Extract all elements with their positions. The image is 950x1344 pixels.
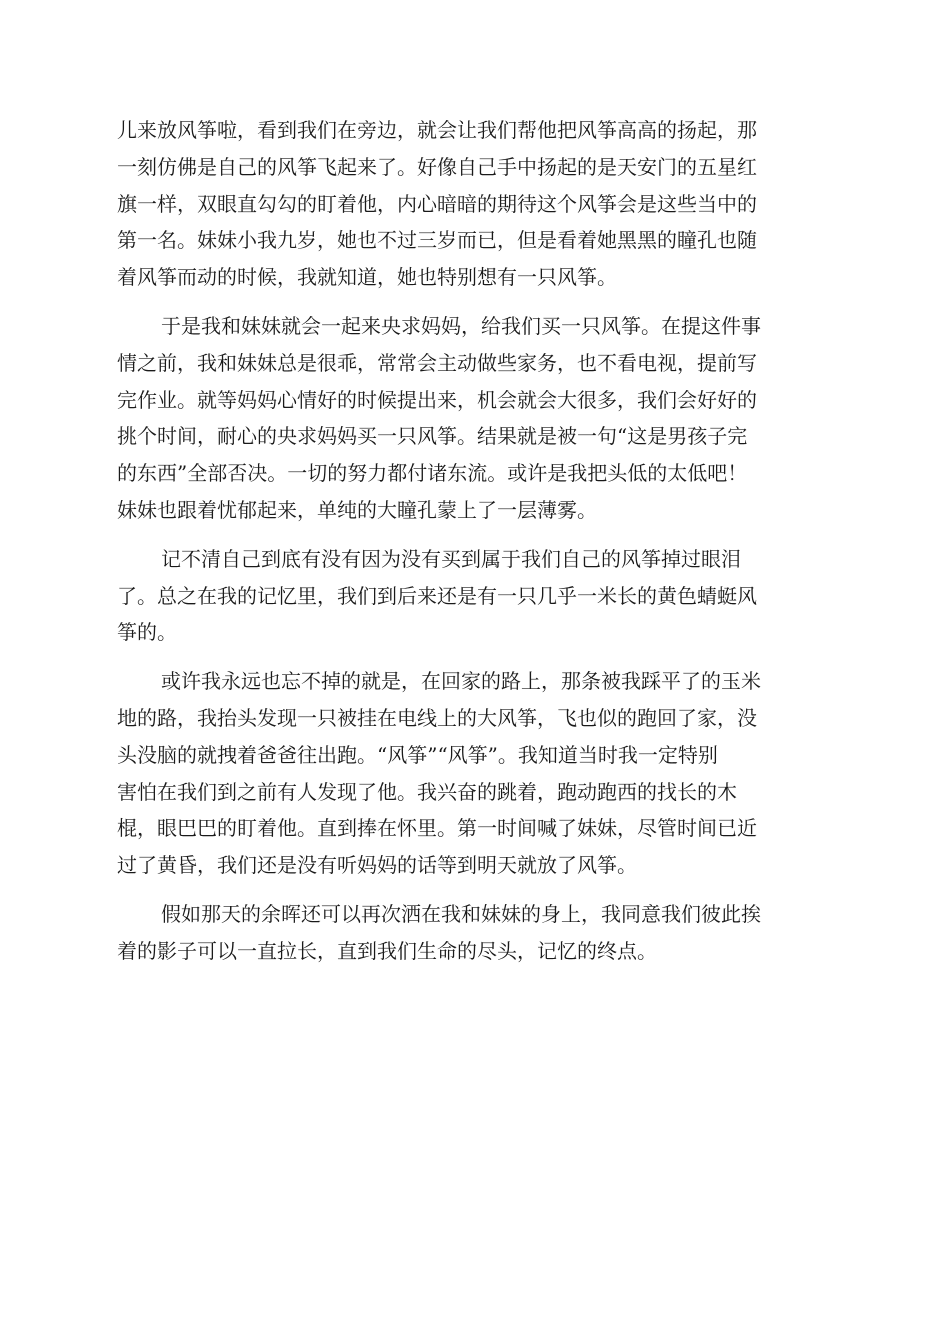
paragraph-line: 假如那天的余晖还可以再次洒在我和妹妹的身上，我同意我们彼此挨 (161, 901, 761, 926)
paragraph-line: 过了黄昏，我们还是没有听妈妈的话等到明天就放了风筝。 (117, 853, 637, 878)
paragraph-line: 着风筝而动的时候，我就知道，她也特别想有一只风筝。 (117, 265, 617, 290)
paragraph-line: 头没脑的就拽着爸爸往出跑。“风筝”“风筝”。我知道当时我一定特别 (117, 742, 718, 767)
paragraph-line: 着的影子可以一直拉长，直到我们生命的尽头，记忆的终点。 (117, 938, 657, 963)
paragraph-line: 完作业。就等妈妈心情好的时候提出来，机会就会大很多，我们会好好的 (117, 387, 757, 412)
paragraph-line: 旗一样，双眼直勾勾的盯着他，内心暗暗的期待这个风筝会是这些当中的 (117, 191, 757, 216)
paragraph-line: 地的路，我抬头发现一只被挂在电线上的大风筝，飞也似的跑回了家，没 (117, 705, 757, 730)
paragraph-line: 一刻仿佛是自己的风筝飞起来了。好像自己手中扬起的是天安门的五星红 (117, 154, 757, 179)
paragraph-line: 的东西”全部否决。一切的努力都付诸东流。或许是我把头低的太低吧！ (117, 461, 748, 486)
paragraph-line: 妹妹也跟着忧郁起来，单纯的大瞳孔蒙上了一层薄雾。 (117, 497, 597, 522)
paragraph-line: 或许我永远也忘不掉的就是，在回家的路上，那条被我踩平了的玉米 (161, 669, 761, 694)
paragraph-line: 挑个时间，耐心的央求妈妈买一只风筝。结果就是被一句“这是男孩子完 (117, 424, 748, 449)
document-body (117, 112, 833, 970)
paragraph-line: 筝的。 (117, 620, 177, 645)
paragraph-line: 第一名。妹妹小我九岁，她也不过三岁而已，但是看着她黑黑的瞳孔也随 (117, 228, 757, 253)
paragraph-3 (117, 541, 833, 651)
paragraph-line: 儿来放风筝啦，看到我们在旁边，就会让我们帮他把风筝高高的扬起，那 (117, 118, 757, 142)
paragraph-line: 于是我和妹妹就会一起来央求妈妈，给我们买一只风筝。在提这件事 (161, 313, 761, 338)
paragraph-line: 棍，眼巴巴的盯着他。直到捧在怀里。第一时间喊了妹妹，尽管时间已近 (117, 816, 757, 841)
paragraph-4 (117, 663, 833, 884)
paragraph-2 (117, 308, 833, 529)
paragraph-line: 害怕在我们到之前有人发现了他。我兴奋的跳着，跑动跑西的找长的木 (117, 779, 737, 804)
paragraph-5 (117, 896, 833, 970)
paragraph-line: 记不清自己到底有没有因为没有买到属于我们自己的风筝掉过眼泪 (161, 546, 741, 571)
paragraph-line: 情之前，我和妹妹总是很乖，常常会主动做些家务，也不看电视，提前写 (117, 350, 757, 375)
paragraph-line: 了。总之在我的记忆里，我们到后来还是有一只几乎一米长的黄色蜻蜓风 (117, 583, 757, 608)
paragraph-1 (117, 112, 833, 296)
